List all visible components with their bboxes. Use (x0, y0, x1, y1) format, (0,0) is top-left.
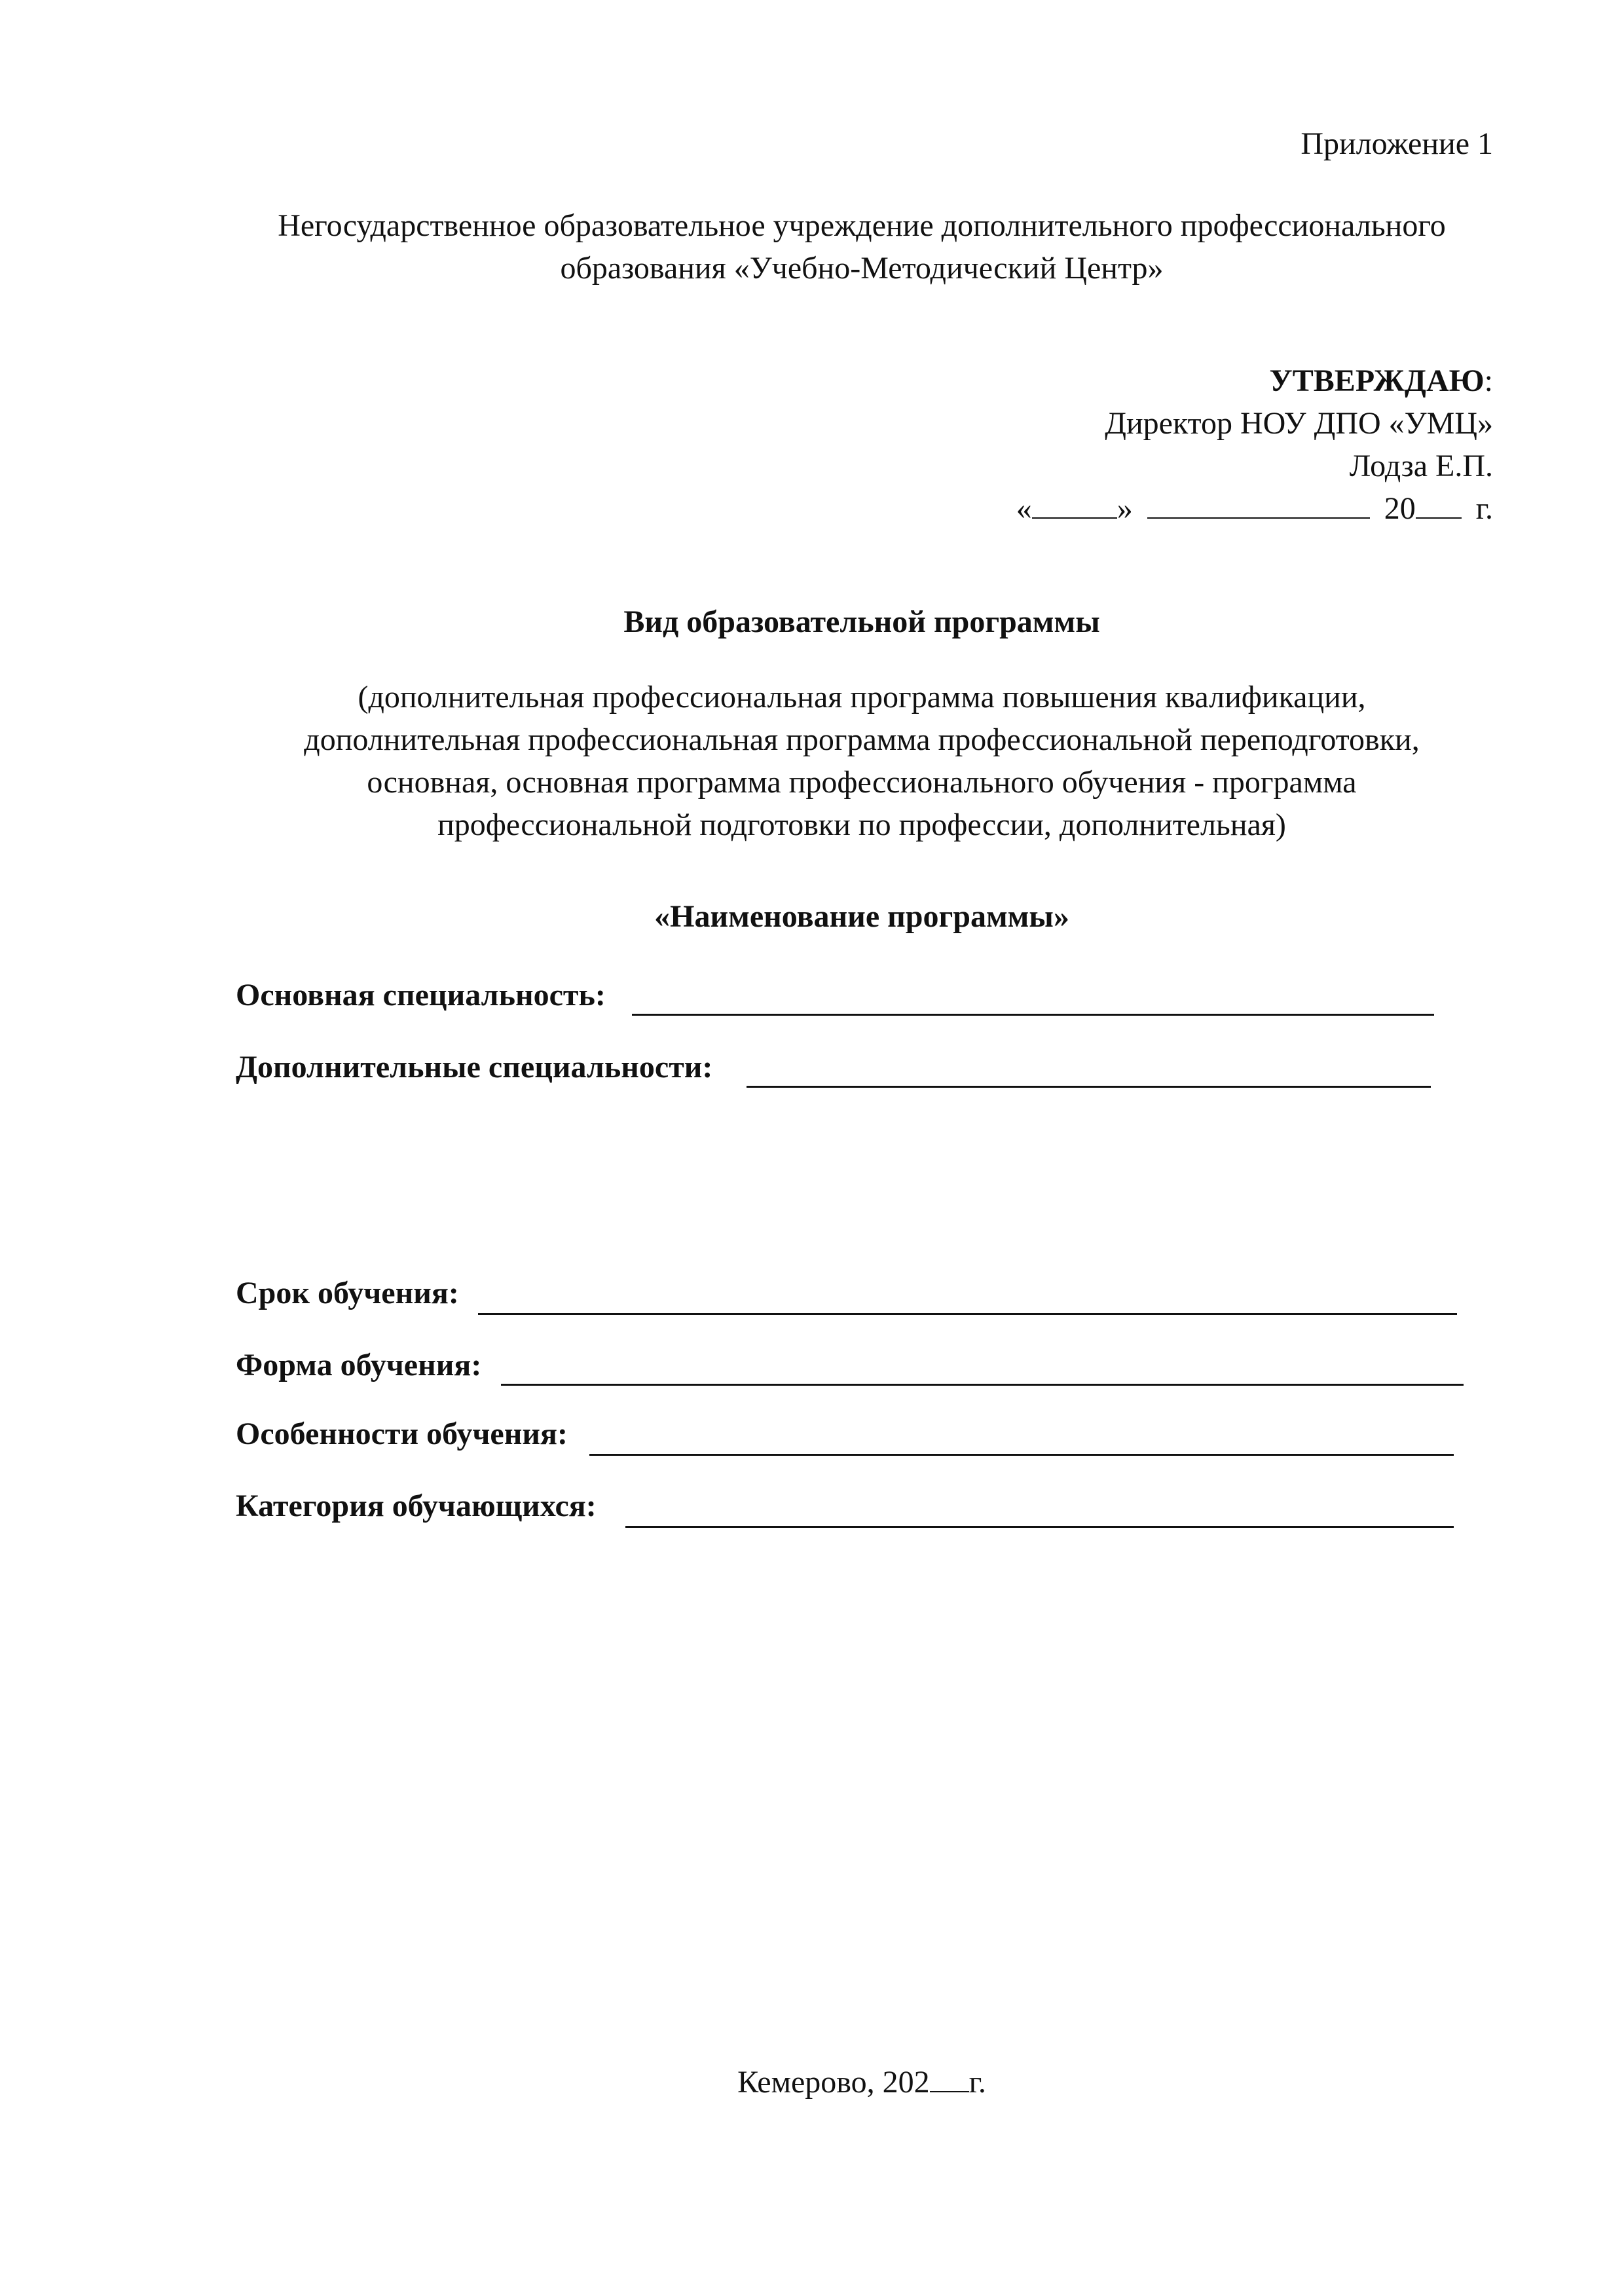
program-type-description-line: дополнительная профессиональная программа профессиональной переподготовки, (304, 722, 1420, 757)
footer-year-suffix: г. (969, 2065, 986, 2100)
main-specialty-label: Основная специальность: (236, 978, 606, 1012)
date-month-blank[interactable] (1147, 517, 1370, 519)
approval-name: Лодза Е.П. (1349, 449, 1493, 483)
approval-position: Директор НОУ ДПО «УМЦ» (1105, 406, 1493, 441)
approval-heading-block (1270, 361, 1493, 401)
form-label: Форма обучения: (236, 1348, 482, 1382)
program-type-title: Вид образовательной программы (623, 604, 1100, 639)
date-day-blank[interactable] (1032, 517, 1117, 519)
program-name: «Наименование программы» (654, 899, 1069, 934)
program-type-description-line: профессиональной подготовки по профессии, дополнительная) (437, 807, 1286, 842)
footer-year-blank[interactable] (930, 2090, 969, 2092)
appendix-label: Приложение 1 (1301, 126, 1493, 161)
category-field[interactable] (625, 1526, 1454, 1528)
additional-specialties-label: Дополнительные специальности: (236, 1050, 713, 1084)
program-type-description-line: основная, основная программа профессионального обучения - программа (367, 765, 1357, 800)
footer-city-year (0, 2063, 1624, 2102)
features-label: Особенности обучения: (236, 1416, 568, 1451)
approval-heading: УТВЕРЖДАЮ (1269, 363, 1485, 398)
program-type-description-line: (дополнительная профессиональная программа повышения квалификации, (358, 680, 1366, 714)
footer-city-year-text: Кемерово, 202 (737, 2065, 930, 2100)
features-field[interactable] (589, 1454, 1454, 1456)
date-year-blank[interactable] (1416, 517, 1462, 519)
additional-specialties-field[interactable] (747, 1086, 1431, 1088)
organization-line-1: Негосударственное образовательное учреждение дополнительного профессионального (278, 208, 1446, 243)
category-label: Категория обучающихся: (236, 1489, 597, 1523)
date-close-quote: » (1116, 491, 1133, 526)
form-field[interactable] (501, 1384, 1464, 1386)
approval-colon: : (1484, 363, 1493, 398)
date-year-prefix: 20 (1384, 491, 1416, 526)
duration-field[interactable] (478, 1313, 1457, 1315)
duration-label: Срок обучения: (236, 1276, 459, 1310)
date-year-suffix: г. (1475, 491, 1493, 526)
date-open-quote: « (1016, 491, 1032, 526)
approval-date (1016, 489, 1493, 528)
main-specialty-field[interactable] (632, 1014, 1434, 1016)
organization-line-2: образования «Учебно-Методический Центр» (560, 251, 1164, 286)
